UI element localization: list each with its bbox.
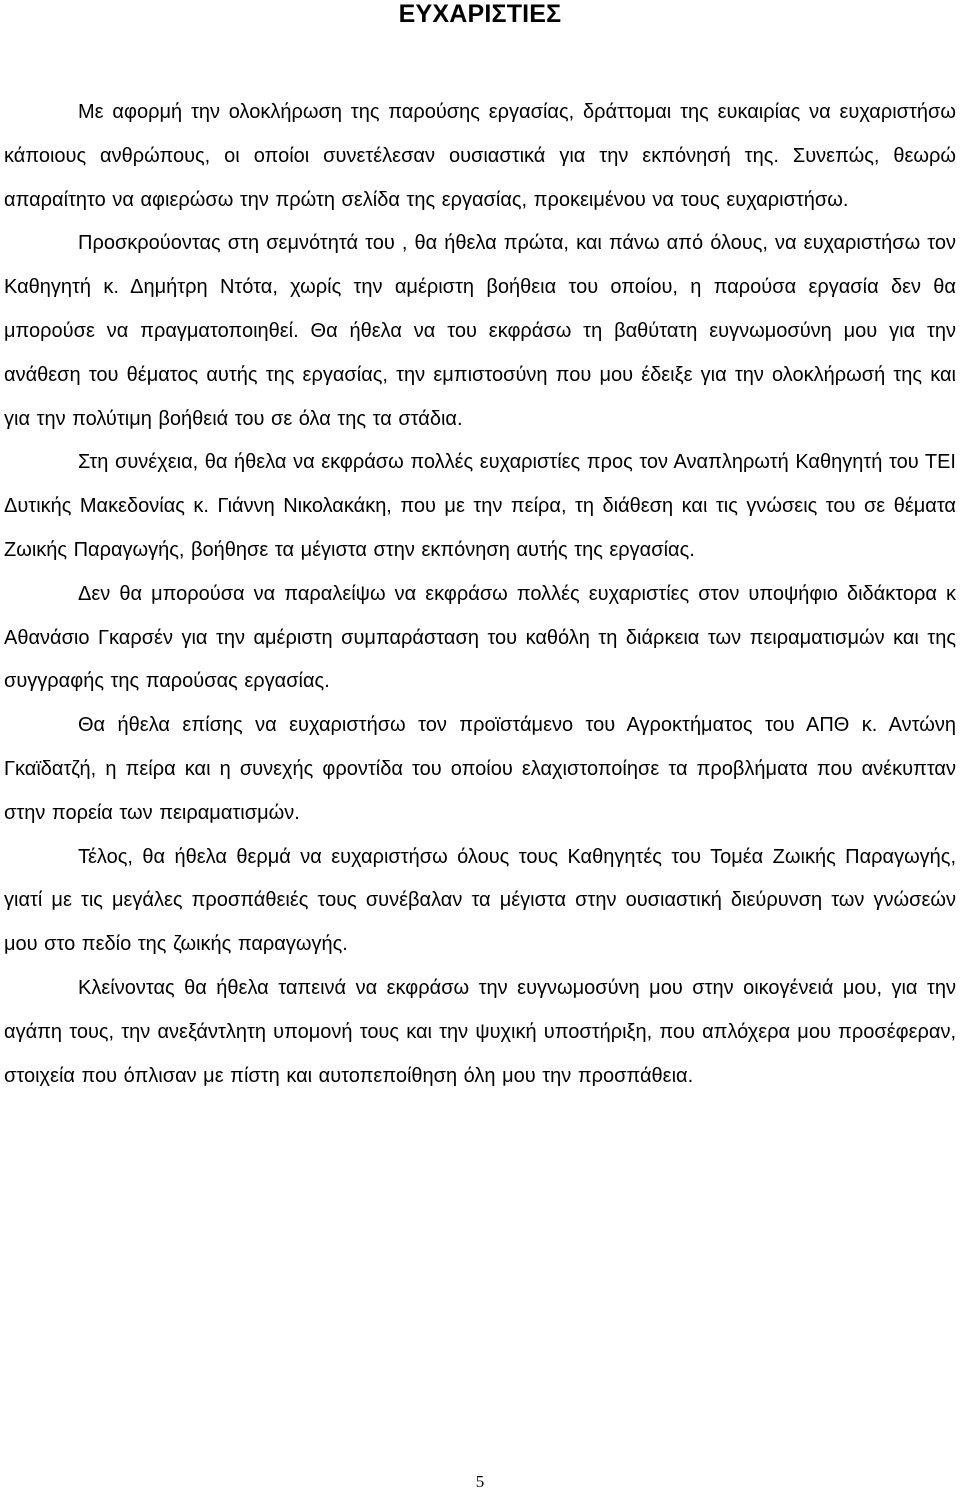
paragraph-phd-candidate: Δεν θα μπορούσα να παραλείψω να εκφράσω πολλές ευχαριστίες στον υποψήφιο διδάκτορα κ Αθανάσιο Γκαρσέν για την αμέριστη συμπαράσταση του καθόλη τη διάρκεια των πειραματισμών και της συγγραφής της παρούσας εργασίας.: [4, 582, 956, 693]
paragraph-farm-supervisor: Θα ήθελα επίσης να ευχαριστήσω τον προϊστάμενο του Αγροκτήματος του ΑΠΘ κ. Αντώνη Γκαϊδατζή, η πείρα και η συνεχής φροντίδα του οποίου ελαχιστοποίησε τα προβλήματα που ανέκυπταν στην πορεία των πειραματισμών.: [4, 714, 956, 824]
paragraph-faculty: Τέλος, θα ήθελα θερμά να ευχαριστήσω όλους τους Καθηγητές του Τομέα Ζωικής Παραγωγής, γιατί με τις μεγάλες προσπάθειές τους συνέβαλαν τα μέγιστα στην ουσιαστική διεύρυνση των γνώσεών μου στο πεδίο της ζωικής παραγωγής.: [4, 845, 956, 956]
page-title: ΕΥΧΑΡΙΣΤΙΕΣ: [398, 0, 562, 28]
document-body: [4, 91, 956, 1098]
page-number: 5: [475, 1472, 485, 1491]
paragraph-intro: Με αφορμή την ολοκλήρωση της παρούσης εργασίας, δράττομαι της ευκαιρίας να ευχαριστήσω κάποιους ανθρώπους, οι οποίοι συνετέλεσαν ουσιαστικά για την εκπόνησή της. Συνεπώς, θεωρώ απαραίτητο να αφιερώσω την πρώτη σελίδα της εργασίας, προκειμένου να τους ευχαριστήσω.: [4, 101, 956, 211]
paragraph-associate-professor: Στη συνέχεια, θα ήθελα να εκφράσω πολλές ευχαριστίες προς τον Αναπληρωτή Καθηγητή του ΤΕΙ Δυτικής Μακεδονίας κ. Γιάννη Νικολακάκη, που με την πείρα, τη διάθεση και τις γνώσεις του σε θέματα Ζωικής Παραγωγής, βοήθησε τα μέγιστα στην εκπόνηση αυτής της εργασίας.: [4, 451, 956, 561]
paragraph-professor: Προσκρούοντας στη σεμνότητά του , θα ήθελα πρώτα, και πάνω από όλους, να ευχαριστήσω τον Καθηγητή κ. Δημήτρη Ντότα, χωρίς την αμέριστη βοήθεια του οποίου, η παρούσα εργασία δεν θα μπορούσε να πραγματοποιηθεί. Θα ήθελα να του εκφράσω τη βαθύτατη ευγνωμοσύνη μου για την ανάθεση του θέματος αυτής της εργασίας, την εμπιστοσύνη που μου έδειξε για την ολοκλήρωσή της και για την πολύτιμη βοήθειά του σε όλα της τα στάδια.: [4, 232, 956, 430]
paragraph-family: Κλείνοντας θα ήθελα ταπεινά να εκφράσω την ευγνωμοσύνη μου στην οικογένειά μου, για την αγάπη τους, την ανεξάντλητη υπομονή τους και την ψυχική υποστήριξη, που απλόχερα μου προσέφεραν, στοιχεία που όπλισαν με πίστη και αυτοπεποίθηση όλη μου την προσπάθεια.: [4, 976, 956, 1087]
